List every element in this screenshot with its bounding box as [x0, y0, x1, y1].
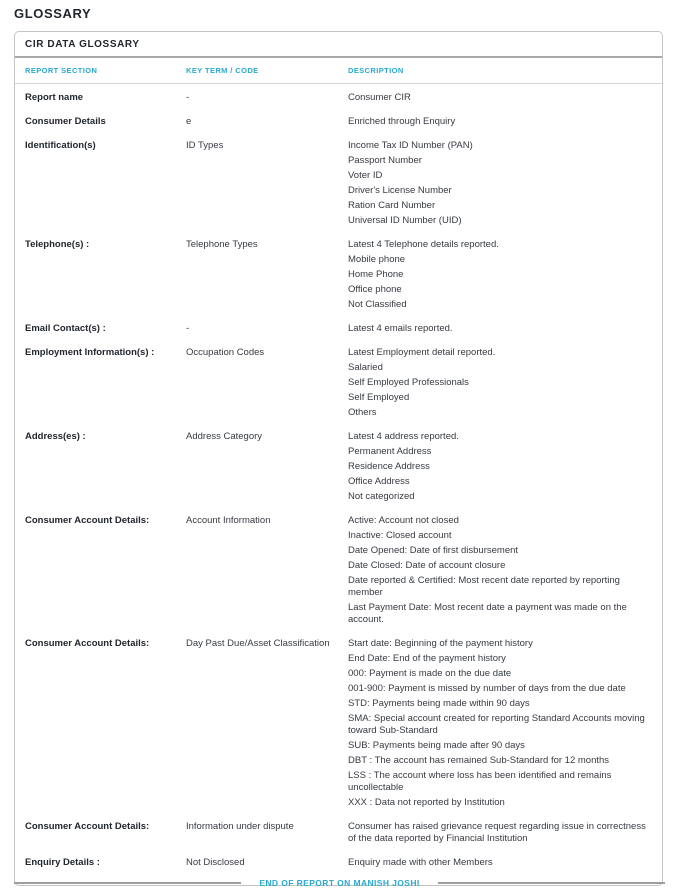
report-section-cell: Consumer Account Details: [25, 638, 150, 649]
page-title: GLOSSARY [14, 6, 92, 21]
description-line: Date Closed: Date of account closure [348, 560, 506, 571]
report-section-cell: Consumer Account Details: [25, 515, 150, 526]
key-term-cell: - [186, 323, 190, 334]
description-line: Latest 4 address reported. [348, 431, 459, 442]
description-line: Driver's License Number [348, 185, 452, 196]
report-section-cell: Email Contact(s) : [25, 323, 106, 334]
report-section-cell: Telephone(s) : [25, 239, 90, 250]
table-row [25, 638, 656, 812]
description-cell [348, 638, 656, 812]
table-row [25, 323, 656, 338]
end-of-report-text: END OF REPORT ON MANISH JOSHI [259, 878, 420, 888]
end-of-report-footer [14, 878, 665, 888]
description-line: Home Phone [348, 269, 404, 280]
description-cell [348, 92, 656, 107]
description-cell [348, 515, 656, 629]
description-line: 000: Payment is made on the due date [348, 668, 512, 679]
table-row [25, 92, 656, 107]
description-line: Inactive: Closed account [348, 530, 452, 541]
column-header-description: DESCRIPTION [348, 66, 404, 75]
table-header-row [15, 58, 662, 83]
description-line: SUB: Payments being made after 90 days [348, 740, 525, 751]
glossary-table [14, 31, 663, 886]
table-body [15, 84, 662, 885]
description-line: Universal ID Number (UID) [348, 215, 462, 226]
description-line: Income Tax ID Number (PAN) [348, 140, 473, 151]
report-section-cell: Consumer Details [25, 116, 106, 127]
description-line: LSS : The account where loss has been identified and remains uncollectable [348, 770, 612, 793]
description-line: Not Classified [348, 299, 407, 310]
table-row [25, 116, 656, 131]
table-row [25, 347, 656, 422]
description-line: Office Address [348, 476, 410, 487]
column-header-key-term-code: KEY TERM / CODE [186, 66, 259, 75]
footer-rule-right [438, 882, 665, 884]
table-row [25, 857, 656, 872]
report-section-cell: Report name [25, 92, 84, 103]
description-line: Latest 4 emails reported. [348, 323, 453, 334]
key-term-cell: Information under dispute [186, 821, 294, 832]
description-line: Passport Number [348, 155, 422, 166]
table-row [25, 515, 656, 629]
description-line: Office phone [348, 284, 402, 295]
description-line: Enquiry made with other Members [348, 857, 493, 868]
table-row [25, 140, 656, 230]
report-section-cell: Consumer Account Details: [25, 821, 150, 832]
description-line: DBT : The account has remained Sub-Standard for 12 months [348, 755, 610, 766]
key-term-cell: ID Types [186, 140, 224, 151]
description-line: 001-900: Payment is missed by number of days from the due date [348, 683, 626, 694]
description-cell [348, 239, 656, 314]
description-line: Voter ID [348, 170, 383, 181]
description-line: Start date: Beginning of the payment history [348, 638, 533, 649]
description-line: Salaried [348, 362, 383, 373]
key-term-cell: Not Disclosed [186, 857, 245, 868]
description-line: Self Employed Professionals [348, 377, 469, 388]
description-line: Not categorized [348, 491, 415, 502]
report-section-cell: Employment Information(s) : [25, 347, 155, 358]
description-line: Self Employed [348, 392, 410, 403]
description-line: Permanent Address [348, 446, 432, 457]
footer-rule-left [14, 882, 241, 884]
description-line: Last Payment Date: Most recent date a payment was made on the account. [348, 602, 627, 625]
description-cell [348, 140, 656, 230]
description-cell [348, 821, 656, 848]
description-cell [348, 347, 656, 422]
description-line: Residence Address [348, 461, 430, 472]
description-cell [348, 431, 656, 506]
description-line: Consumer has raised grievance request regarding issue in correctness of the data reported by Financial Institution [348, 821, 646, 844]
key-term-cell: Day Past Due/Asset Classification [186, 638, 330, 649]
description-line: End Date: End of the payment history [348, 653, 506, 664]
column-header-report-section: REPORT SECTION [25, 66, 98, 75]
description-line: Date Opened: Date of first disbursement [348, 545, 519, 556]
glossary-box-title: CIR DATA GLOSSARY [25, 39, 140, 50]
description-cell [348, 857, 656, 872]
description-line: STD: Payments being made within 90 days [348, 698, 530, 709]
table-row [25, 821, 656, 848]
description-line: Enriched through Enquiry [348, 116, 456, 127]
key-term-cell: Occupation Codes [186, 347, 265, 358]
report-section-cell: Identification(s) [25, 140, 96, 151]
description-cell [348, 116, 656, 131]
description-line: Latest Employment detail reported. [348, 347, 496, 358]
description-line: Mobile phone [348, 254, 406, 265]
key-term-cell: Account Information [186, 515, 271, 526]
table-row [25, 431, 656, 506]
description-line: XXX : Data not reported by Institution [348, 797, 505, 808]
key-term-cell: - [186, 92, 190, 103]
key-term-cell: Telephone Types [186, 239, 258, 250]
table-row [25, 239, 656, 314]
description-line: Ration Card Number [348, 200, 436, 211]
description-line: Date reported & Certified: Most recent date reported by reporting member [348, 575, 620, 598]
description-line: SMA: Special account created for reporting Standard Accounts moving toward Sub-Standard [348, 713, 645, 736]
key-term-cell: e [186, 116, 192, 127]
description-line: Consumer CIR [348, 92, 411, 103]
description-line: Latest 4 Telephone details reported. [348, 239, 499, 250]
description-line: Others [348, 407, 377, 418]
description-cell [348, 323, 656, 338]
report-section-cell: Address(es) : [25, 431, 86, 442]
key-term-cell: Address Category [186, 431, 263, 442]
report-section-cell: Enquiry Details : [25, 857, 100, 868]
description-line: Active: Account not closed [348, 515, 459, 526]
